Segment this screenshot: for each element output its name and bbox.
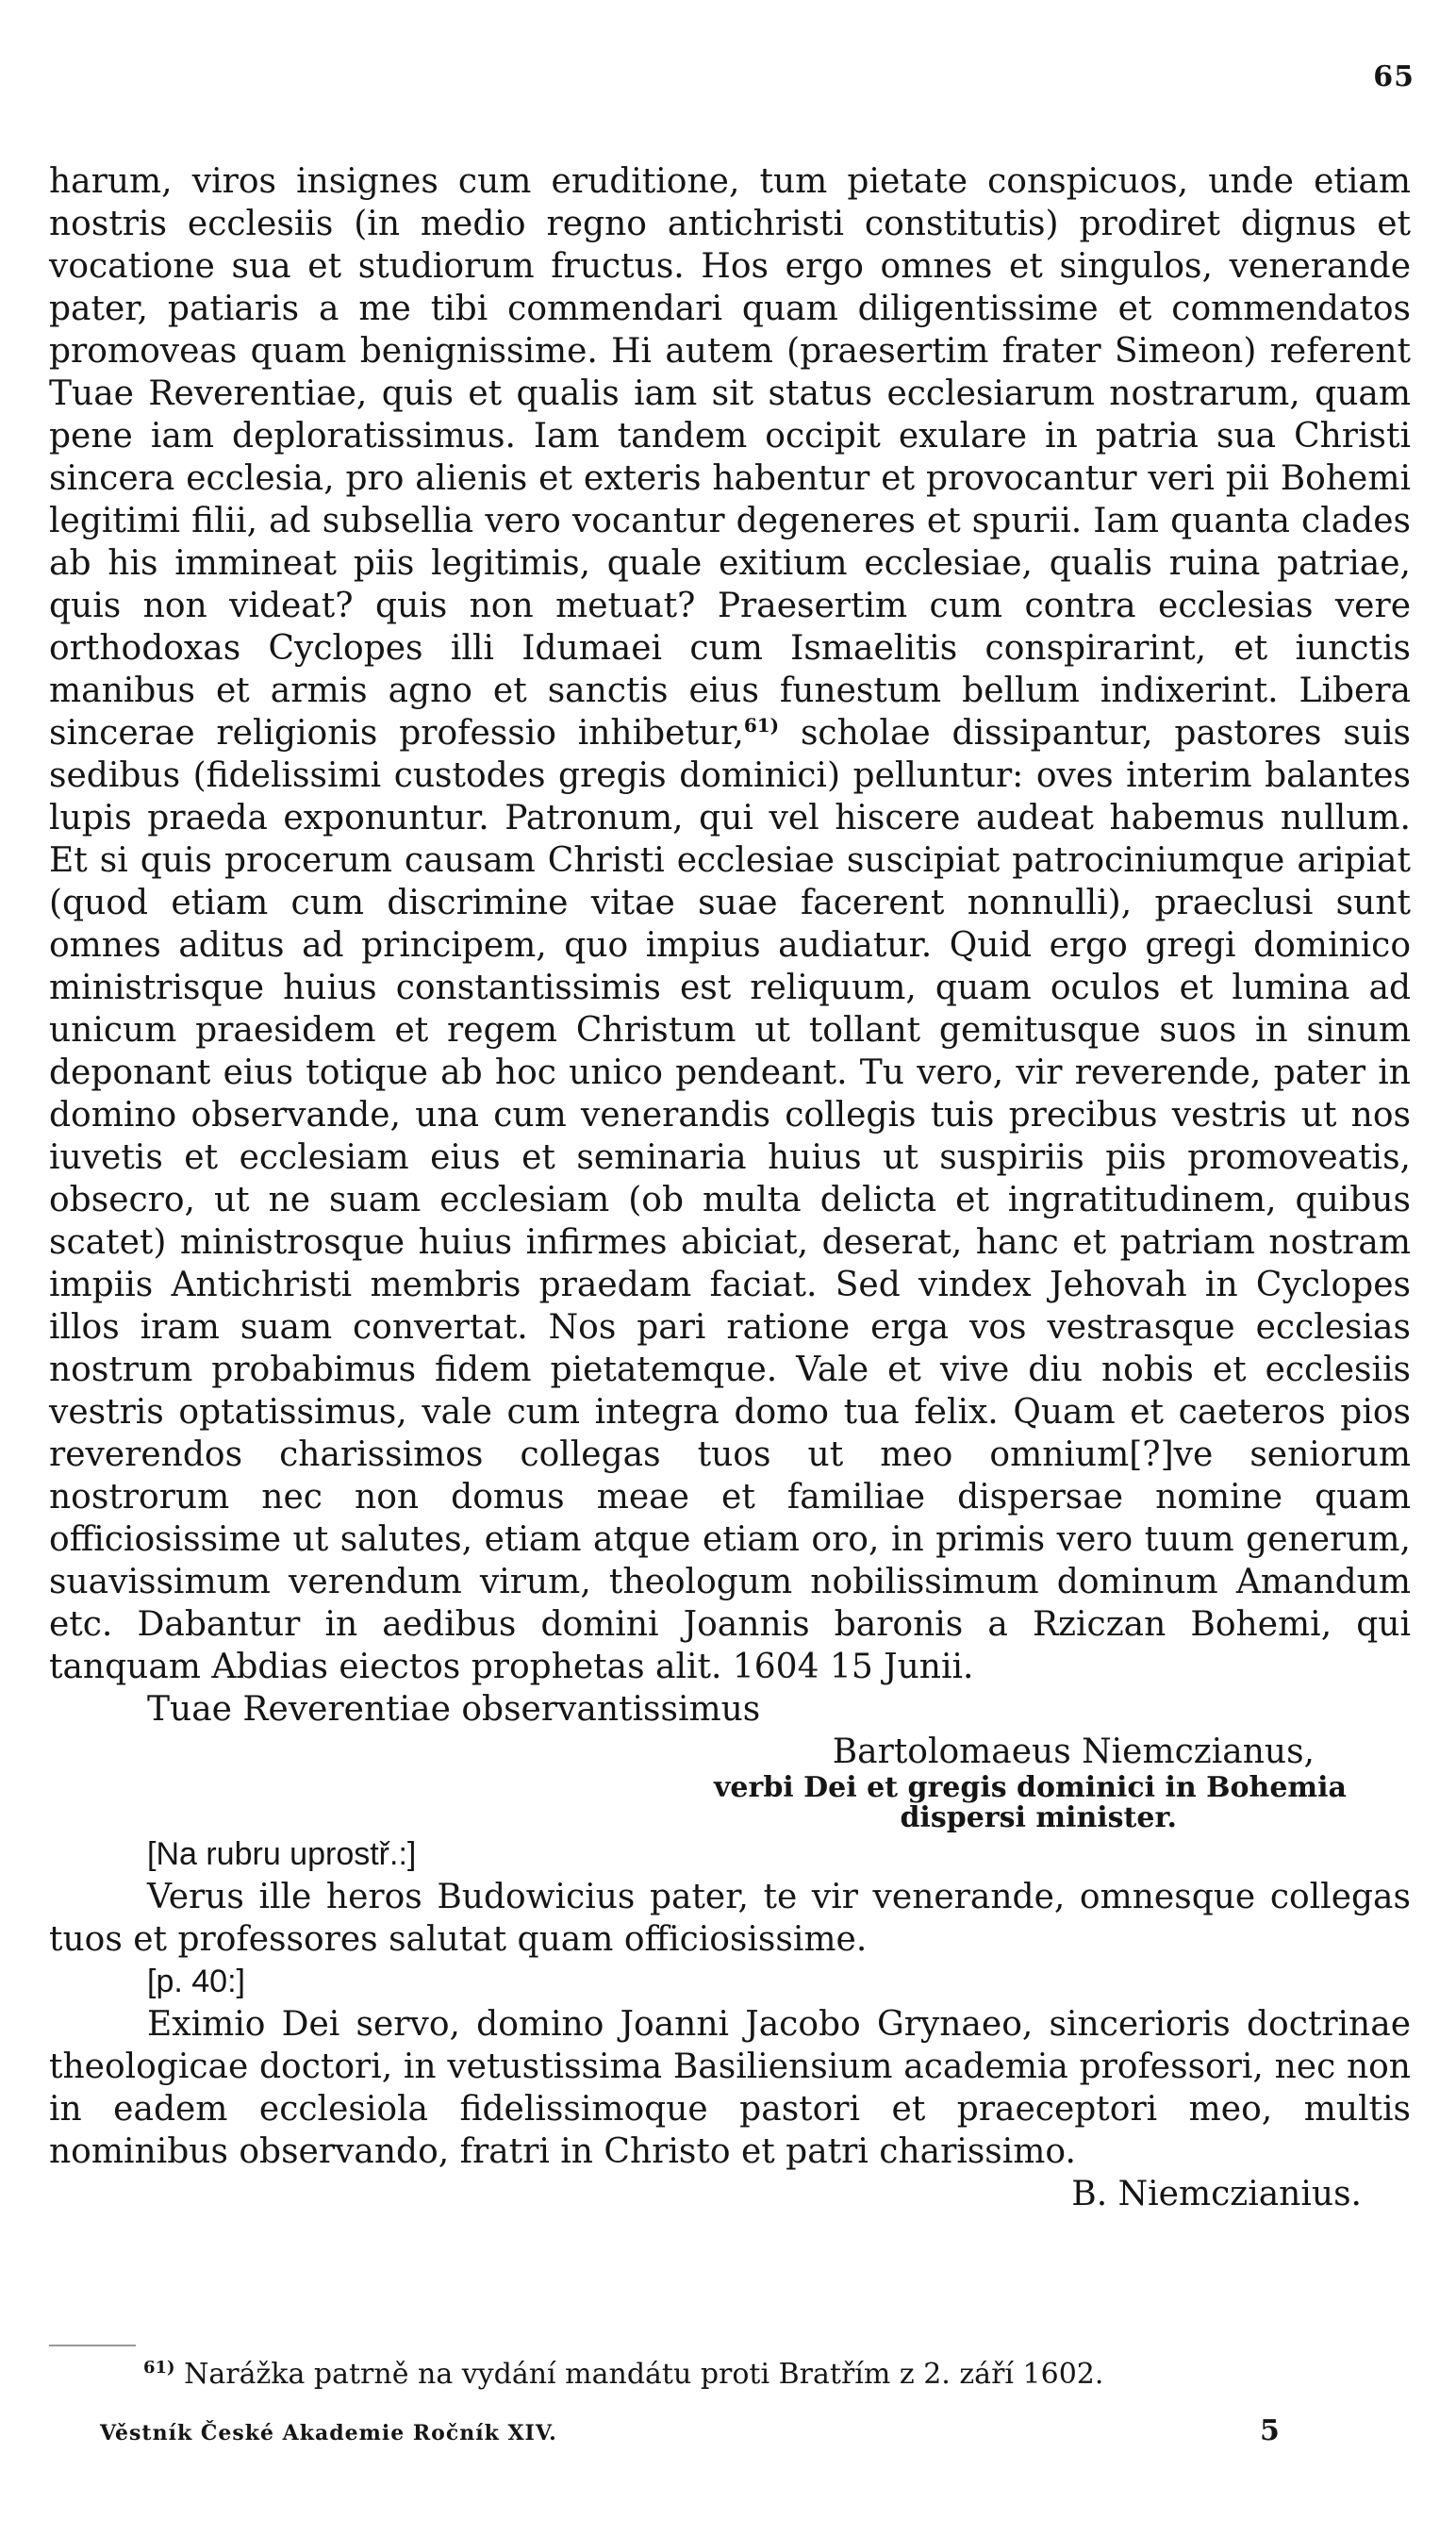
- signature-title-line-1: verbi Dei et gregis dominici in Bohemia: [714, 1771, 1347, 1804]
- footnote-reference[interactable]: 61): [743, 714, 780, 737]
- postscript: Verus ille heros Budowicius pater, te vir venerande, omnesque collegas tuos et professores salutat quam officiosissime.: [49, 1878, 1411, 1959]
- signature-name: Bartolomaeus Niemczianus,: [832, 1732, 1315, 1771]
- letter-paragraph: [49, 160, 1411, 1688]
- closing-signature: B. Niemczianius.: [1071, 2175, 1362, 2213]
- signature-mark: 5: [1260, 2414, 1280, 2447]
- page-number: 65: [1373, 60, 1415, 93]
- editorial-note: [Na rubru uprostř.:]: [147, 1836, 417, 1872]
- valediction: Tuae Reverentiae observantissimus: [147, 1690, 761, 1729]
- footnote-text: Narážka patrně na vydání mandátu proti Bratřím z 2. září 1602.: [184, 2358, 1104, 2391]
- footnote-divider: [49, 2345, 136, 2346]
- signature-block: [49, 1731, 1411, 1833]
- page-reference: [p. 40:]: [147, 1964, 245, 1999]
- letter-body: [49, 160, 1411, 2215]
- footnote-number: 61): [143, 2358, 175, 2378]
- address-paragraph: Eximio Dei servo, domino Joanni Jacobo Grynaeo, sincerioris doctrinae theologicae doctori, in vetustissima Basiliensium academia professori, nec non in eadem ecclesiola fidelissimoque pastori et praeceptori meo, multis nominibus observando, fratri in Christo et patri charissimo.: [49, 2005, 1411, 2171]
- paragraph-part-1: harum, viros insignes cum eruditione, tum pietate conspicuos, unde etiam nostris ecclesiis (in medio regno antichristi constitutis) prodiret dignus et vocatione sua et studiorum fructus. Hos ergo omnes et singulos, venerande pater, patiaris a me tibi commendari quam diligentissime et commendatos promoveas quam benignissime. Hi autem (praesertim frater Simeon) referent Tuae Reverentiae, quis et qualis iam sit status ecclesiarum nostrarum, quam pene iam deploratissimus. Iam tandem occipit exulare in patria sua Christi sincera ecclesia, pro alienis et exteris habentur et provocantur veri pii Bohemi legitimi filii, ad subsellia vero vocantur degeneres et spurii. Iam quanta clades ab his immineat piis legitimis, quale exitium ecclesiae, qualis ruina patriae, quis non videat? quis non metuat? Praesertim cum contra ecclesias vere orthodoxas Cyclopes illi Idumaei cum Ismaelitis conspirarint, et iunctis manibus et armis agno et sanctis eius funestum bellum indixerint. Libera sincerae religionis professio inhibetur,: [49, 162, 1411, 753]
- footnote: [143, 2358, 1369, 2392]
- journal-footer: Věstník České Akademie Ročník XIV.: [100, 2421, 557, 2445]
- signature-title-line-2: dispersi minister.: [900, 1801, 1177, 1834]
- paragraph-part-2: scholae dissipantur, pastores suis sedibus (fidelissimi custodes gregis dominici) pelluntur: oves interim balantes lupis praeda exponuntur. Patronum, qui vel hiscere audeat habemus nullum. Et si quis procerum causam Christi ecclesiae suscipiat patrociniumque aripiat (quod etiam cum discrimine vitae suae facerent nonnulli), praeclusi sunt omnes aditus ad principem, quo impius audiatur. Quid ergo gregi dominico ministrisque huius constantissimis est reliquum, quam oculos et lumina ad unicum praesidem et regem Christum ut tollant gemitusque suos in sinum deponant eius totique ab hoc unico pendeant. Tu vero, vir reverende, pater in domino observande, una cum venerandis collegis tuis precibus vestris ut nos iuvetis et ecclesiam eius et seminaria huius ut suspiriis piis promoveatis, obsecro, ut ne suam ecclesiam (ob multa delicta et ingratitudinem, quibus scatet) ministrosque huius infirmes abiciat, deserat, hanc et patriam nostram impiis Antichristi membris praedam faciat. Sed vindex Jehovah in Cyclopes illos iram suam convertat. Nos pari ratione erga vos vestrasque ecclesias nostrum probabimus fidem pietatemque. Vale et vive diu nobis et ecclesiis vestris optatissimus, vale cum integra domo tua felix. Quam et caeteros pios reverendos charissimos collegas tuos ut meo omnium[?]ve seniorum nostrorum nec non domus meae et familiae dispersae nomine quam officiosissime ut salutes, etiam atque etiam oro, in primis vero tuum generum, suavissimum verendum virum, theologum nobilissimum dominum Amandum etc. Dabantur in aedibus domini Joannis baronis a Rziczan Bohemi, qui tanquam Abdias eiectos prophetas alit. 1604 15 Junii.: [49, 714, 1411, 1686]
